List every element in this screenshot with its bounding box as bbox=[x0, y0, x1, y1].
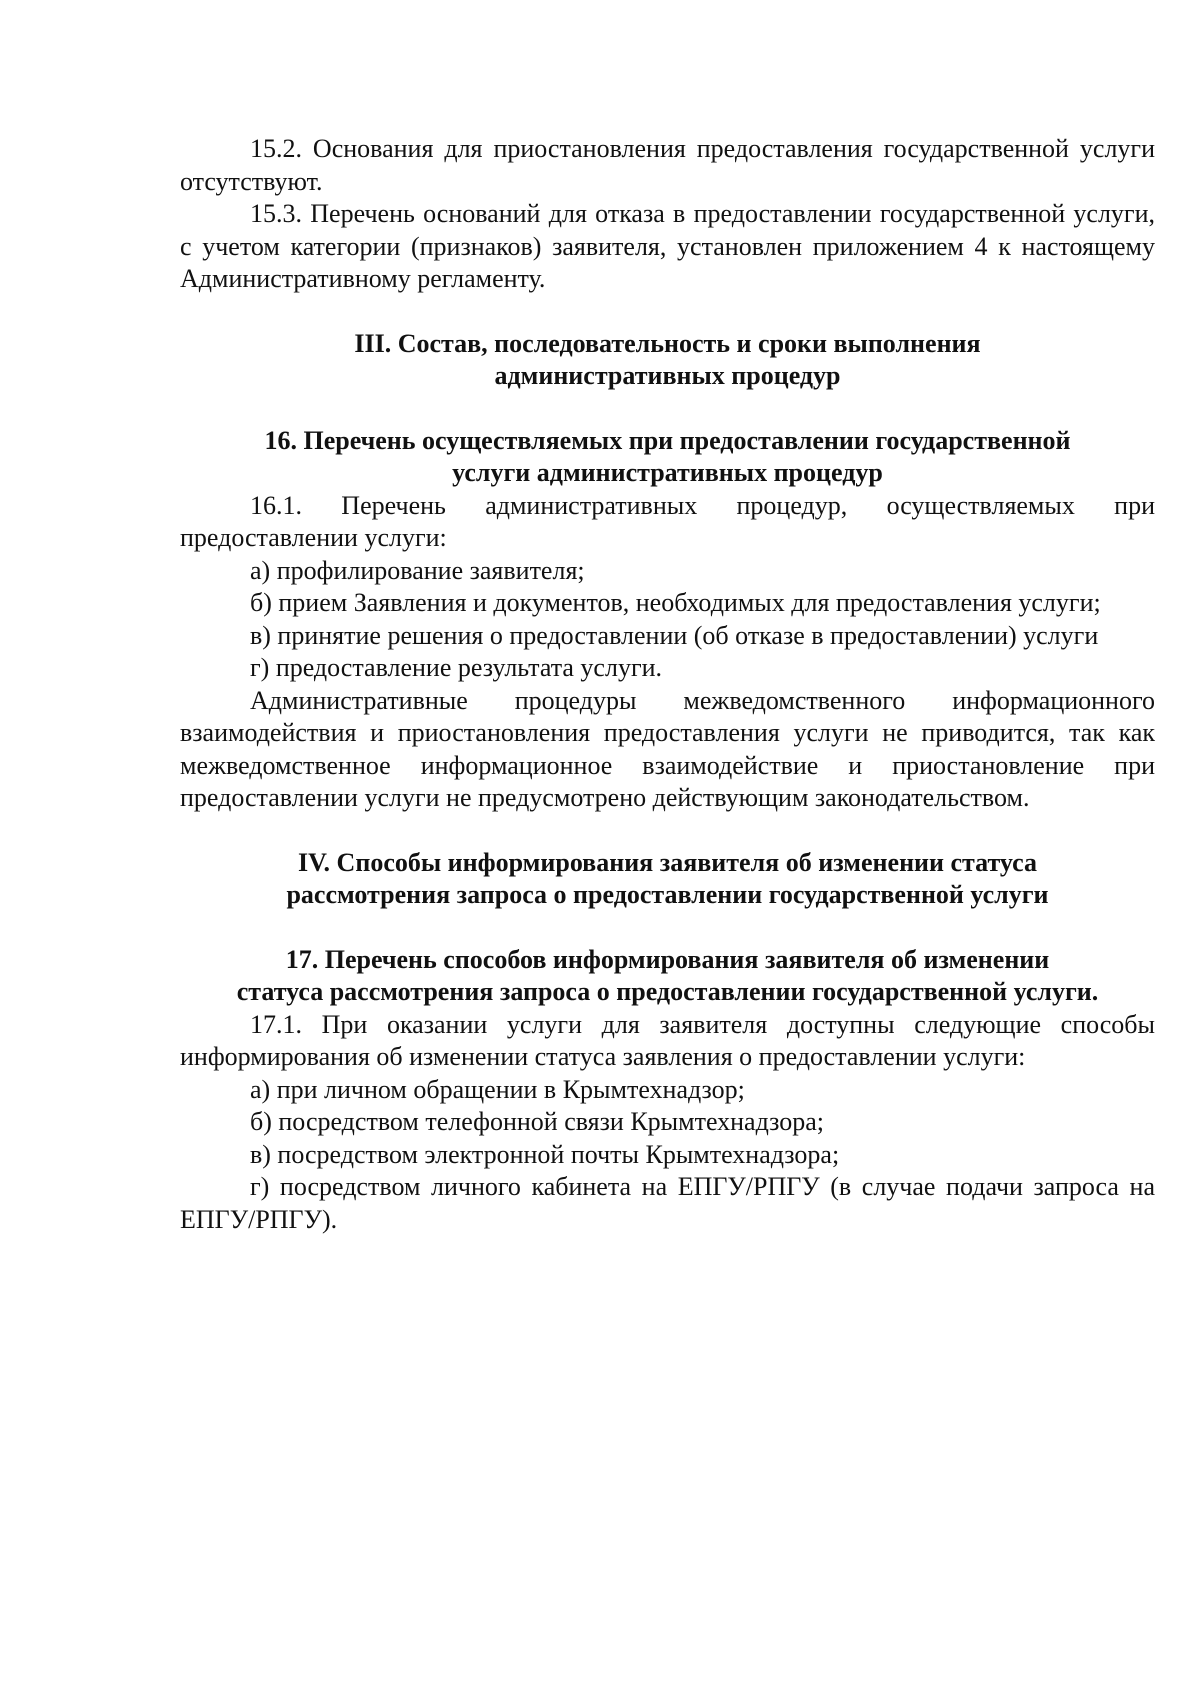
section-heading-iv bbox=[180, 847, 1155, 912]
subsection-heading-17-line-1: 17. Перечень способов информирования заявителя об изменении bbox=[285, 944, 1050, 974]
subsection-heading-17-line-2: статуса рассмотрения запроса о предоставлении государственной услуги. bbox=[236, 977, 1099, 1006]
list-item-v: в) принятие решения о предоставлении (об отказе в предоставлении) услуги bbox=[250, 620, 1099, 650]
section-heading-iv-line-1: IV. Способы информирования заявителя об изменении статуса bbox=[298, 847, 1037, 877]
section-heading-iii bbox=[180, 328, 1155, 393]
paragraph-interagency: Административные процедуры межведомственного информационного взаимодействия и приостановления предоставления услуги не приводится, так как межведомственное информационное взаимодействие и приостановление при предоставлении услуги не предусмотрено действующим законодательством. bbox=[180, 685, 1155, 812]
paragraph-15-2: 15.2. Основания для приостановления предоставления государственной услуги отсутствуют. bbox=[180, 134, 1155, 196]
paragraph-17-1: 17.1. При оказании услуги для заявителя доступны следующие способы информирования об изменении статуса заявления о предоставлении услуги: bbox=[180, 1009, 1155, 1071]
subsection-heading-17 bbox=[180, 944, 1155, 1009]
section-heading-iv-line-2: рассмотрения запроса о предоставлении государственной услуги bbox=[286, 880, 1049, 909]
paragraph-15-3: 15.3. Перечень оснований для отказа в предоставлении государственной услуги, с учетом категории (признаков) заявителя, установлен приложением 4 к настоящему Административному регламенту. bbox=[180, 199, 1155, 293]
paragraph-16-1: 16.1. Перечень административных процедур, осуществляемых при предоставлении услуги: bbox=[180, 490, 1155, 552]
section-heading-iii-line-1: III. Состав, последовательность и сроки выполнения bbox=[354, 328, 981, 358]
list-item-17-a: а) при личном обращении в Крымтехнадзор; bbox=[250, 1074, 745, 1104]
list-item-17-v: в) посредством электронной почты Крымтехнадзора; bbox=[250, 1139, 840, 1169]
list-item-a: а) профилирование заявителя; bbox=[250, 555, 585, 585]
list-item-g: г) предоставление результата услуги. bbox=[250, 653, 663, 682]
subsection-heading-16 bbox=[180, 425, 1155, 490]
list-item-17-b: б) посредством телефонной связи Крымтехнадзора; bbox=[250, 1107, 825, 1136]
list-item-b: б) прием Заявления и документов, необходимых для предоставления услуги; bbox=[250, 588, 1101, 617]
subsection-heading-16-line-2: услуги административных процедур bbox=[452, 458, 883, 487]
list-item-17-g: г) посредством личного кабинета на ЕПГУ/РПГУ (в случае подачи запроса на ЕПГУ/РПГУ). bbox=[180, 1172, 1155, 1234]
subsection-heading-16-line-1: 16. Перечень осуществляемых при предоставлении государственной bbox=[264, 425, 1071, 455]
section-heading-iii-line-2: административных процедур bbox=[494, 361, 841, 390]
document-page bbox=[180, 133, 1155, 1236]
